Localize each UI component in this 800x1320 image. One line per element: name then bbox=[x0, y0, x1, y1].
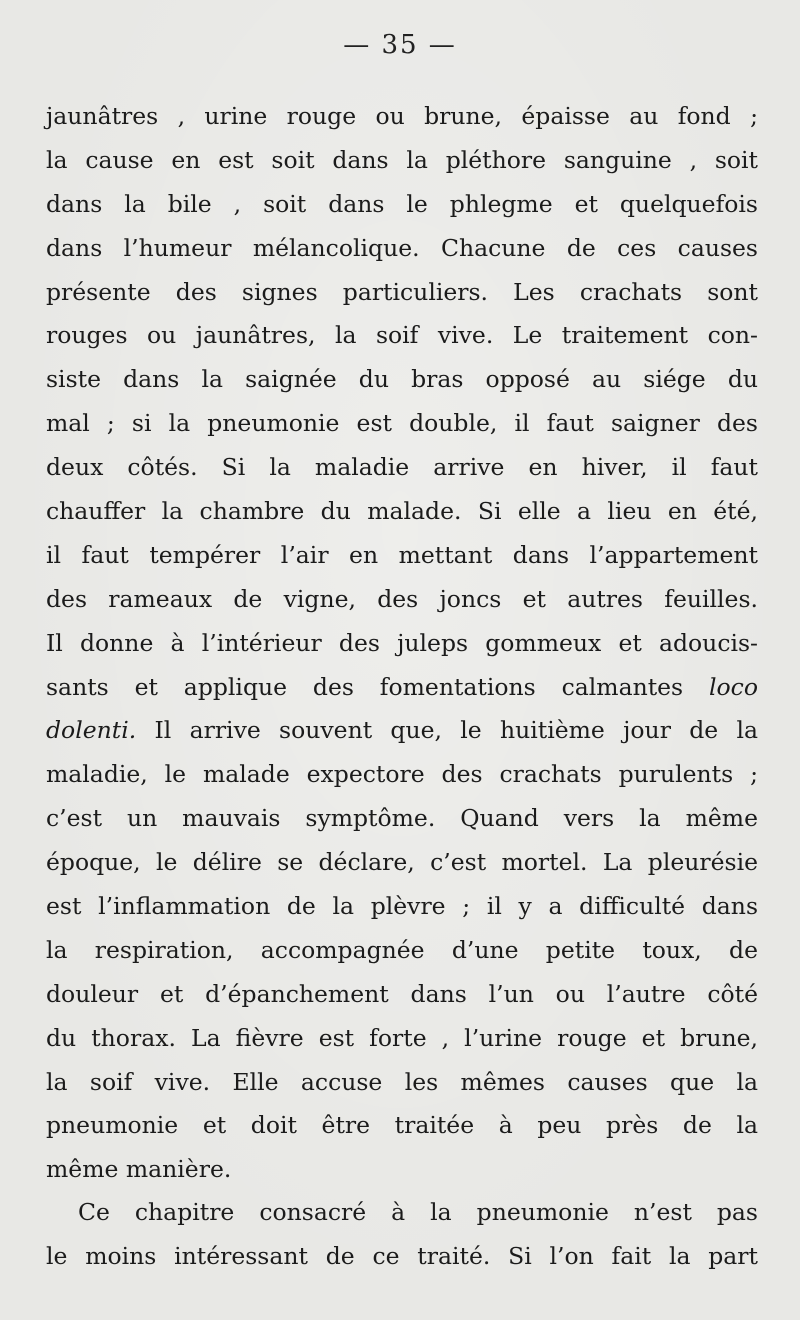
text-line: mal ; si la pneumonie est double, il faut saigner des bbox=[46, 409, 758, 438]
text-line: présente des signes particuliers. Les crachats sont bbox=[46, 277, 758, 306]
text-line: dans la bile , soit dans le phlegme et quelquefois bbox=[46, 189, 758, 218]
text-line: est l’inflammation de la plèvre ; il y a difficulté dans bbox=[46, 892, 758, 921]
text-line: deux côtés. Si la maladie arrive en hiver, il faut bbox=[46, 453, 758, 482]
text-line: Il donne à l’intérieur des juleps gommeux et adoucis- bbox=[46, 628, 758, 657]
text-line: le moins intéressant de ce traité. Si l’on fait la part bbox=[46, 1241, 758, 1270]
text-line: il faut tempérer l’air en mettant dans l’appartement bbox=[46, 540, 758, 569]
text-line: du thorax. La fièvre est forte , l’urine rouge et brune, bbox=[46, 1023, 758, 1052]
text-line: dans l’humeur mélancolique. Chacune de ces causes bbox=[46, 233, 758, 262]
text-line: la cause en est soit dans la pléthore sanguine , soit bbox=[46, 145, 758, 174]
text-line: douleur et d’épanchement dans l’un ou l’autre côté bbox=[46, 979, 758, 1008]
page-number: — 35 — bbox=[343, 30, 457, 60]
paragraph-1 bbox=[46, 95, 758, 1192]
text-line-with-italic bbox=[46, 709, 758, 753]
text-line: rouges ou jaunâtres, la soif vive. Le traitement con- bbox=[46, 321, 758, 350]
text-line: même manière. bbox=[46, 1155, 232, 1184]
text-line-with-italic bbox=[46, 666, 758, 710]
text-line: jaunâtres , urine rouge ou brune, épaisse au fond ; bbox=[46, 102, 758, 130]
text-segment: sants et applique des fomentations calmantes bbox=[46, 672, 684, 701]
italic-term: loco bbox=[709, 672, 758, 701]
text-line: chauffer la chambre du malade. Si elle a lieu en été, bbox=[46, 497, 758, 526]
text-line: c’est un mauvais symptôme. Quand vers la même bbox=[46, 804, 758, 833]
text-line: la soif vive. Elle accuse les mêmes causes que la bbox=[46, 1067, 758, 1096]
text-line: maladie, le malade expectore des crachats purulents ; bbox=[46, 760, 758, 789]
paragraph-2 bbox=[46, 1191, 758, 1279]
text-line: pneumonie et doit être traitée à peu près de la bbox=[46, 1111, 758, 1140]
text-line: la respiration, accompagnée d’une petite toux, de bbox=[46, 935, 758, 964]
text-line: Ce chapitre consacré à la pneumonie n’est pas bbox=[78, 1198, 758, 1226]
text-line: des rameaux de vigne, des joncs et autres feuilles. bbox=[46, 584, 758, 613]
text-line: époque, le délire se déclare, c’est mortel. La pleurésie bbox=[46, 848, 758, 877]
text-line: siste dans la saignée du bras opposé au siége du bbox=[46, 365, 758, 394]
italic-term: dolenti. bbox=[46, 716, 137, 745]
text-segment: Il arrive souvent que, le huitième jour de la bbox=[154, 716, 758, 745]
